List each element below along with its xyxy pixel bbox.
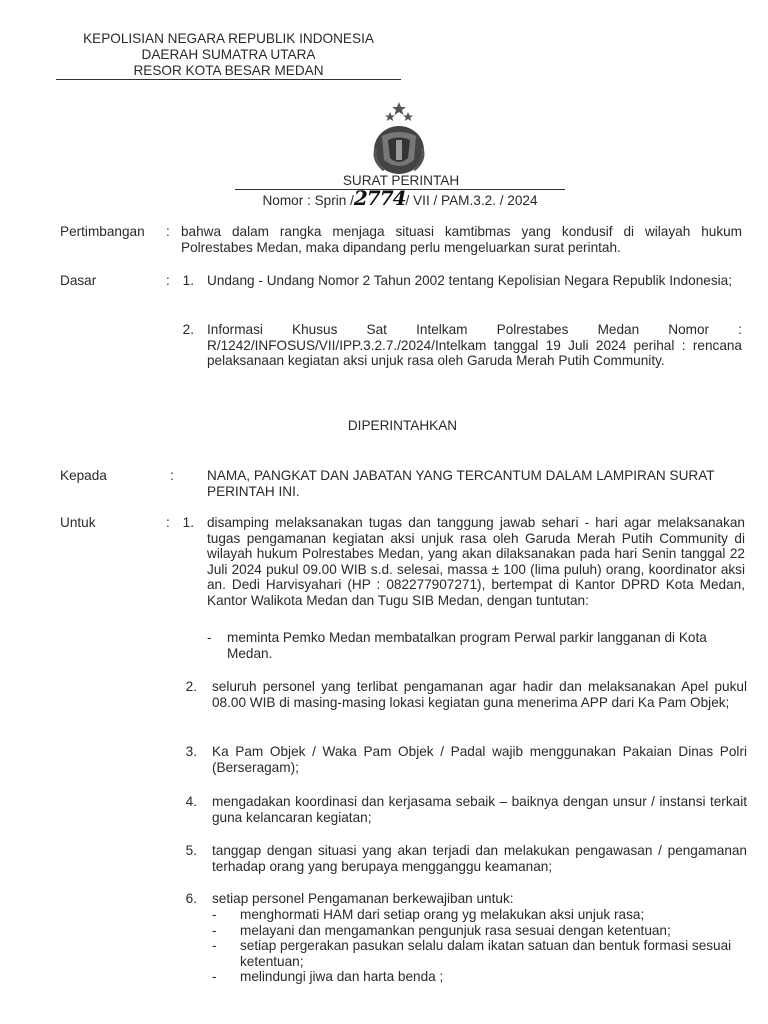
list-item <box>212 923 747 939</box>
letterhead-line-1: KEPOLISIAN NEGARA REPUBLIK INDONESIA <box>83 31 374 46</box>
pertimbangan-text: bahwa dalam rangka menjaga situasi kamtibmas yang kondusif di wilayah hukum Polrestabes Medan, maka dipandang perlu mengeluarkan surat perintah. <box>181 224 742 255</box>
list-item <box>212 938 747 969</box>
kewajiban-list <box>212 907 747 985</box>
untuk-item-number: 2. <box>185 679 197 694</box>
kewajiban-text: setiap pergerakan pasukan selalu dalam ikatan satuan dan bentuk formasi sesuai ketentuan; <box>240 938 732 969</box>
tuntutan-list-item <box>207 630 747 661</box>
untuk-label: Untuk <box>60 515 96 530</box>
diperintahkan-heading: DIPERINTAHKAN <box>347 418 458 433</box>
pertimbangan-colon: : <box>166 224 170 239</box>
kepada-colon: : <box>170 468 174 483</box>
untuk-item-text: tanggap dengan situasi yang akan terjadi dan melakukan pengawasan / pengamanan terhadap orang yang berupaya mengganggu keamanan; <box>212 843 747 874</box>
kewajiban-text: menghormati HAM dari setiap orang yg melakukan aksi unjuk rasa; <box>240 907 645 922</box>
kepada-text: NAMA, PANGKAT DAN JABATAN YANG TERCANTUM DALAM LAMPIRAN SURAT PERINTAH INI. <box>207 468 715 499</box>
dasar-item-text: Undang - Undang Nomor 2 Tahun 2002 tentang Kepolisian Negara Republik Indonesia; <box>207 273 732 288</box>
untuk-item-text: Ka Pam Objek / Waka Pam Objek / Padal wajib menggunakan Pakaian Dinas Polri (Berseragam); <box>212 744 747 775</box>
untuk-item-number: 1. <box>182 515 194 530</box>
letterhead <box>56 31 401 79</box>
list-item <box>212 907 747 923</box>
letterhead-line-3: RESOR KOTA BESAR MEDAN <box>133 63 324 78</box>
untuk-item-text: disamping melaksanakan tugas dan tanggung jawab sehari - hari agar melaksanakan tugas pengamanan kegiatan aksi unjuk rasa oleh Garuda Merah Putih Community di wilayah hukum Polrestabes Medan, yang akan dilaksanakan pada hari Senin tanggal 22 Juli 2024 pukul 09.00 WIB s.d. selesai, massa ± 100 (lima puluh) orang, koordinator aksi an. Dedi Harvisyahari (HP : 082277907271), bertempat di Kantor DPRD Kota Medan, Kantor Walikota Medan dan Tugu SIB Medan, dengan tuntutan: <box>207 515 745 608</box>
dasar-item-number: 1. <box>182 273 194 288</box>
police-emblem-icon <box>364 100 434 178</box>
dasar-item-number: 2. <box>182 322 194 337</box>
document-number <box>235 186 565 210</box>
list-dash: - <box>212 969 217 984</box>
letterhead-line-2: DAERAH SUMATRA UTARA <box>141 47 316 62</box>
untuk-item-number: 6. <box>185 891 197 906</box>
dasar-item-text: Informasi Khusus Sat Intelkam Polrestabes Medan Nomor : R/1242/INFOSUS/VII/IPP.3.2.7./2024/Intelkam tanggal 19 Juli 2024 perihal : rencana pelaksanaan kegiatan aksi unjuk rasa oleh Garuda Merah Putih Community. <box>207 322 742 368</box>
list-dash: - <box>212 938 217 953</box>
untuk-item-text: seluruh personel yang terlibat pengamanan agar hadir dan melaksanakan Apel pukul 08.00 WIB di masing-masing lokasi kegiatan guna menerima APP dari Ka Pam Objek; <box>212 679 747 710</box>
dasar-colon: : <box>166 273 170 288</box>
dasar-label: Dasar <box>60 273 97 288</box>
list-item <box>212 969 747 985</box>
kepada-label: Kepada <box>60 468 107 483</box>
untuk-colon: : <box>166 515 170 530</box>
document-title <box>235 173 565 210</box>
list-dash: - <box>207 630 212 645</box>
pertimbangan-label: Pertimbangan <box>60 224 145 239</box>
list-dash: - <box>212 907 217 922</box>
untuk-item-text: mengadakan koordinasi dan kerjasama sebaik – baiknya dengan unsur / instansi terkait guna kelancaran kegiatan; <box>212 794 747 825</box>
untuk-item-number: 5. <box>185 843 197 858</box>
kewajiban-text: melayani dan mengamankan pengunjuk rasa sesuai dengan ketentuan; <box>240 922 671 938</box>
nomor-prefix: Nomor : Sprin / <box>262 193 354 208</box>
untuk-item-number: 3. <box>185 744 197 759</box>
nomor-handwritten: 2774 <box>353 186 406 210</box>
nomor-suffix: / VII / PAM.3.2. / 2024 <box>405 193 538 208</box>
kewajiban-text: melindungi jiwa dan harta benda ; <box>240 969 444 984</box>
untuk-item-text: setiap personel Pengamanan berkewajiban untuk: <box>212 891 514 906</box>
title-surat-perintah: SURAT PERINTAH <box>342 173 460 188</box>
tuntutan-text: meminta Pemko Medan membatalkan program Perwal parkir langganan di Kota Medan. <box>227 630 707 661</box>
list-dash: - <box>212 922 217 938</box>
letterhead-underline <box>56 79 401 80</box>
untuk-item-number: 4. <box>185 794 197 809</box>
